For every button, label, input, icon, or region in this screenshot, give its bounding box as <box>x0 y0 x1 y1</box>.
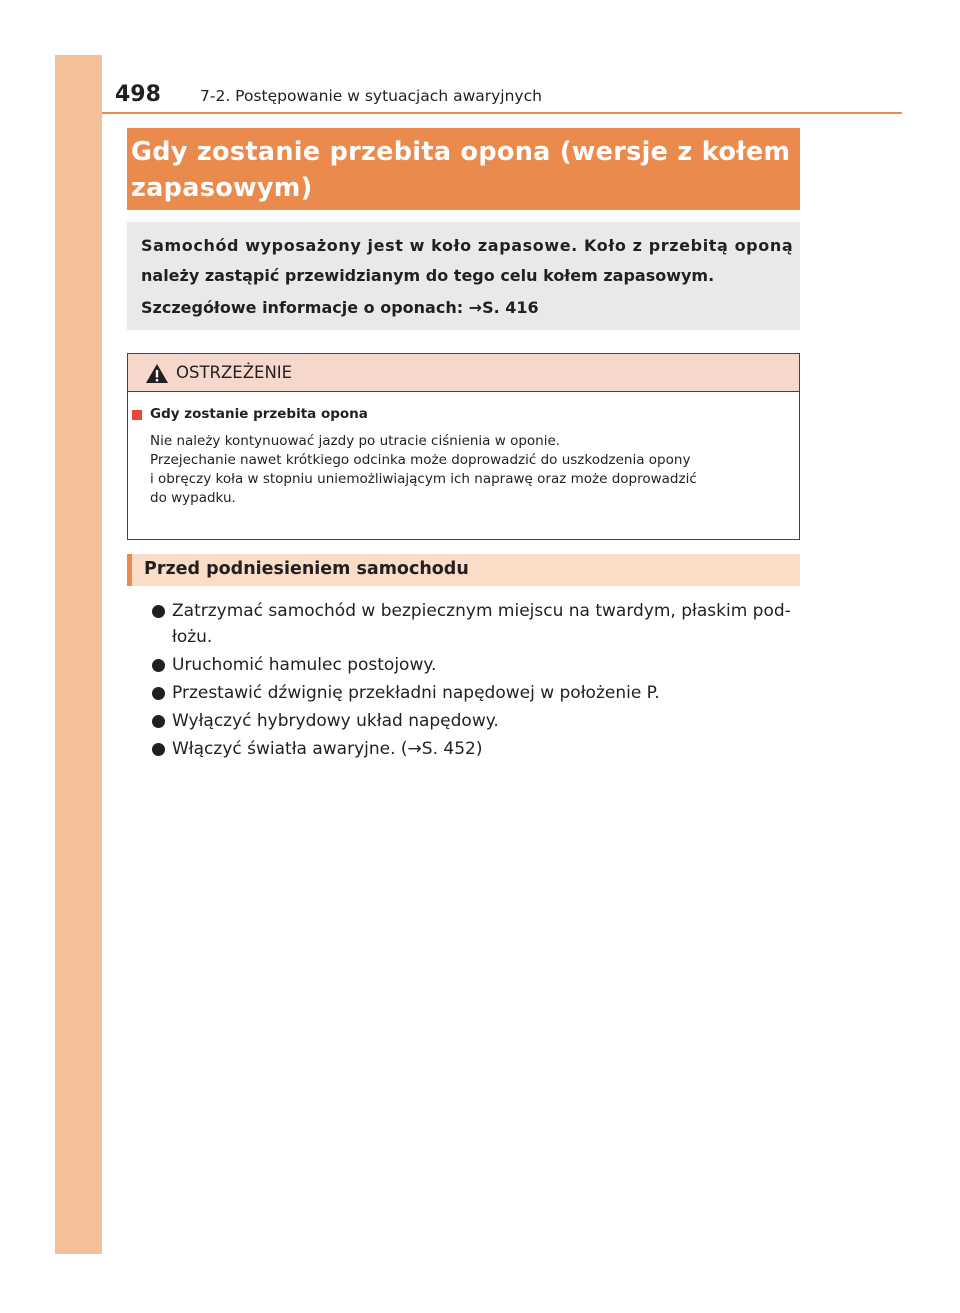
subsection-accent <box>127 554 132 586</box>
side-band <box>55 55 102 1254</box>
page-number: 498 <box>115 82 161 107</box>
section-title-line-2: zapasowym) <box>131 173 313 203</box>
intro-line-2: należy zastąpić przewidzianym do tego celu kołem zapasowym. <box>141 266 715 285</box>
subsection-bar <box>127 554 800 586</box>
warning-label: OSTRZEŻENIE <box>176 363 293 382</box>
chapter-title: 7-2. Postępowanie w sytuacjach awaryjnych <box>200 87 542 105</box>
step-text: Uruchomić hamulec postojowy. <box>172 655 437 675</box>
section-title-line-1: Gdy zostanie przebita opona (wersje z kołem <box>131 137 791 167</box>
warning-line: i obręczy koła w stopniu uniemożliwiającym ich naprawę oraz może doprowadzić <box>150 471 697 487</box>
step-text: Zatrzymać samochód w bezpiecznym miejscu na twardym, płaskim pod- <box>172 601 791 621</box>
bullet-dot-icon <box>152 659 165 672</box>
list-item <box>152 708 802 734</box>
warning-line: Przejechanie nawet krótkiego odcinka może doprowadzić do uszkodzenia opony <box>150 452 691 468</box>
list-item <box>152 736 802 762</box>
header-rule <box>102 112 902 114</box>
intro-box <box>127 222 800 330</box>
intro-line-1: Samochód wyposażony jest w koło zapasowe. Koło z przebitą oponą <box>141 236 794 255</box>
section-title <box>131 134 796 206</box>
step-text-continued: łożu. <box>172 627 213 647</box>
warning-triangle-icon <box>145 363 169 384</box>
steps-list <box>152 598 802 764</box>
warning-header <box>128 354 799 392</box>
bullet-dot-icon <box>152 687 165 700</box>
list-item <box>152 598 802 650</box>
step-text: Włączyć światła awaryjne. (→S. 452) <box>172 739 483 759</box>
list-item <box>152 680 802 706</box>
warning-line: Nie należy kontynuować jazdy po utracie ciśnienia w oponie. <box>150 433 561 449</box>
warning-text <box>150 432 790 508</box>
bullet-dot-icon <box>152 605 165 618</box>
warning-box <box>127 353 800 540</box>
section-banner <box>127 128 800 210</box>
intro-line-3: Szczegółowe informacje o oponach: →S. 416 <box>141 298 539 317</box>
list-item <box>152 652 802 678</box>
warning-subhead: Gdy zostanie przebita opona <box>150 406 368 422</box>
bullet-dot-icon <box>152 715 165 728</box>
warning-line: do wypadku. <box>150 490 236 506</box>
bullet-dot-icon <box>152 743 165 756</box>
step-text: Przestawić dźwignię przekładni napędowej w położenie P. <box>172 683 660 703</box>
square-bullet-icon <box>132 410 142 420</box>
subsection-title: Przed podniesieniem samochodu <box>144 559 469 579</box>
step-text: Wyłączyć hybrydowy układ napędowy. <box>172 711 499 731</box>
